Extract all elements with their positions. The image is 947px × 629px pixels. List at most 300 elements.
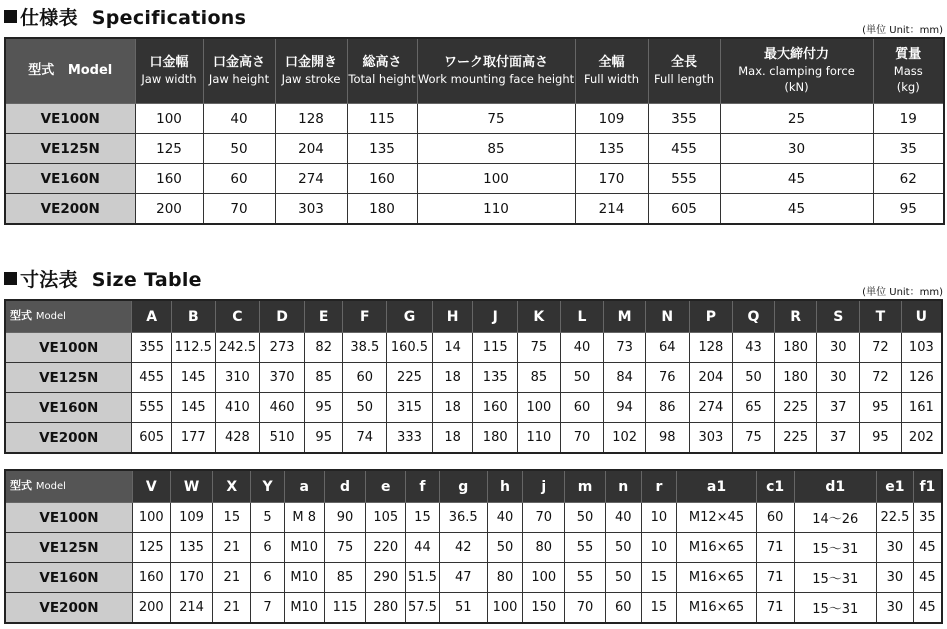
size-value-cell: 204 (689, 363, 733, 393)
size-value-cell: 50 (605, 533, 641, 563)
size-value-cell: 7 (251, 593, 285, 624)
spec-value-cell: 555 (648, 164, 720, 194)
model-header (5, 470, 132, 503)
model-header-en: Model (35, 311, 66, 322)
size-value-cell: M10 (284, 563, 324, 593)
size-column-header: S (817, 300, 860, 333)
size-value-cell: 455 (132, 363, 172, 393)
spec-value-cell: 19 (873, 104, 944, 134)
spec-value-cell: 355 (648, 104, 720, 134)
size-value-cell: 84 (604, 363, 646, 393)
size-value-cell: 76 (645, 363, 689, 393)
size-value-cell: 225 (387, 363, 433, 393)
size-value-cell: 38.5 (343, 333, 387, 363)
model-header-ja: 型式 (10, 309, 32, 322)
model-cell: VE125N (5, 363, 132, 393)
size-column-header: Y (251, 470, 285, 503)
size-column-header: M (604, 300, 646, 333)
size-value-cell: 225 (774, 423, 817, 454)
size-value-cell: 214 (170, 593, 213, 624)
spec-value-cell: 95 (873, 194, 944, 225)
size-value-cell: 428 (215, 423, 260, 454)
size-column-header: L (560, 300, 604, 333)
size-value-cell: 10 (641, 503, 677, 533)
size-value-cell: 71 (756, 593, 794, 624)
spec-column-header (275, 38, 347, 104)
size-value-cell: 64 (645, 333, 689, 363)
size-value-cell: 115 (473, 333, 518, 363)
spec-column-header-en: Jaw height (208, 72, 270, 86)
size-value-cell: 50 (565, 503, 606, 533)
model-header: 型式 Model (5, 38, 135, 104)
specifications-header-row (5, 38, 944, 104)
spec-value-cell: 455 (648, 134, 720, 164)
size-value-cell: 145 (171, 393, 215, 423)
size-value-cell: 125 (132, 533, 170, 563)
size-table-row (5, 363, 942, 393)
spec-column-header-ja: 最大締付力 (763, 47, 829, 62)
size-value-cell: 180 (473, 423, 518, 454)
size-value-cell: 102 (604, 423, 646, 454)
spec-column-header (417, 38, 575, 104)
size-value-cell: 15～31 (794, 533, 877, 563)
size-column-header: f1 (913, 470, 942, 503)
spec-value-cell: 214 (575, 194, 648, 225)
size-column-header: V (132, 470, 170, 503)
spec-column-header-ja: ワーク取付面高さ (443, 55, 548, 70)
model-cell: VE100N (5, 104, 135, 134)
size-value-cell: 15 (641, 593, 677, 624)
spec-column-header-en: Mass (893, 64, 923, 78)
size-value-cell: 50 (343, 393, 387, 423)
size-value-cell: 71 (756, 533, 794, 563)
size-table-row (5, 423, 942, 454)
spec-column-header-ja: 総高さ (362, 55, 402, 70)
spec-column-header (648, 38, 720, 104)
size-value-cell: 160 (132, 563, 170, 593)
size-value-cell: 242.5 (215, 333, 260, 363)
size-value-cell: 15 (641, 563, 677, 593)
size-value-cell: 355 (132, 333, 172, 363)
spec-column-header-en: Jaw stroke (281, 72, 341, 86)
spec-value-cell: 115 (347, 104, 417, 134)
spec-value-cell: 204 (275, 134, 347, 164)
spec-column-header (720, 38, 873, 104)
size-value-cell: 36.5 (439, 503, 487, 533)
model-cell: VE100N (5, 503, 132, 533)
spec-table-row (5, 164, 944, 194)
size-value-cell: 60 (756, 503, 794, 533)
size-value-cell: 80 (523, 533, 565, 563)
size-column-header: B (171, 300, 215, 333)
size-value-cell: 51 (439, 593, 487, 624)
size-value-cell: 103 (901, 333, 942, 363)
size-value-cell: 510 (260, 423, 305, 454)
size-value-cell: 303 (689, 423, 733, 454)
size-value-cell: M16×65 (677, 533, 757, 563)
size-table-1-header-row (5, 300, 942, 333)
size-column-header: G (387, 300, 433, 333)
size-column-header: R (774, 300, 817, 333)
size-value-cell: 90 (324, 503, 366, 533)
size-value-cell: 40 (560, 333, 604, 363)
size-value-cell: 85 (304, 363, 343, 393)
size-value-cell: 51.5 (406, 563, 440, 593)
model-cell: VE125N (5, 533, 132, 563)
size-value-cell: 50 (487, 533, 523, 563)
size-value-cell: 161 (901, 393, 942, 423)
spec-value-cell: 100 (135, 104, 203, 134)
size-value-cell: 333 (387, 423, 433, 454)
size-column-header: c1 (756, 470, 794, 503)
square-bullet-icon (4, 272, 17, 285)
size-value-cell: 15 (406, 503, 440, 533)
size-column-header: g (439, 470, 487, 503)
size-value-cell: 112.5 (171, 333, 215, 363)
size-value-cell: 21 (213, 563, 251, 593)
size-value-cell: 86 (645, 393, 689, 423)
size-value-cell: 50 (605, 563, 641, 593)
spec-column-header (135, 38, 203, 104)
size-value-cell: 555 (132, 393, 172, 423)
size-value-cell: 15～31 (794, 563, 877, 593)
spec-value-cell: 100 (417, 164, 575, 194)
spec-value-cell: 135 (347, 134, 417, 164)
size-value-cell: 18 (432, 423, 473, 454)
size-value-cell: 14 (432, 333, 473, 363)
size-value-cell: 200 (132, 593, 170, 624)
size-table-row (5, 533, 942, 563)
size-value-cell: 45 (913, 563, 942, 593)
size-value-cell: 110 (518, 423, 561, 454)
size-column-header: h (487, 470, 523, 503)
size-value-cell: 10 (641, 533, 677, 563)
size-value-cell: 55 (565, 533, 606, 563)
size-value-cell: 74 (343, 423, 387, 454)
size-value-cell: 180 (774, 333, 817, 363)
size-value-cell: 44 (406, 533, 440, 563)
spec-column-header-en: Max. clamping force (738, 64, 855, 78)
model-header-ja: 型式 (10, 479, 32, 492)
size-value-cell: 43 (733, 333, 775, 363)
size-value-cell: 370 (260, 363, 305, 393)
size-value-cell: 35 (913, 503, 942, 533)
size-column-header: C (215, 300, 260, 333)
spec-column-header-ja: 口金開き (284, 55, 337, 70)
size-value-cell: 180 (774, 363, 817, 393)
spec-column-header (347, 38, 417, 104)
size-value-cell: 315 (387, 393, 433, 423)
size-value-cell: 50 (560, 363, 604, 393)
size-value-cell: 85 (518, 363, 561, 393)
size-value-cell: 75 (518, 333, 561, 363)
spec-column-header-en: Full width (583, 72, 640, 86)
spec-column-header (203, 38, 275, 104)
size-value-cell: 135 (170, 533, 213, 563)
size-column-header: F (343, 300, 387, 333)
size-table-row (5, 333, 942, 363)
size-value-cell: 60 (605, 593, 641, 624)
size-value-cell: 109 (170, 503, 213, 533)
size-column-header: e (366, 470, 406, 503)
size-value-cell: 150 (523, 593, 565, 624)
size-value-cell: 75 (324, 533, 366, 563)
spec-value-cell: 45 (720, 194, 873, 225)
size-value-cell: 37 (817, 393, 860, 423)
size-column-header: J (473, 300, 518, 333)
spec-value-cell: 274 (275, 164, 347, 194)
spec-column-header (873, 38, 944, 104)
size-value-cell: 280 (366, 593, 406, 624)
size-value-cell: 82 (304, 333, 343, 363)
size-value-cell: 45 (913, 593, 942, 624)
spec-value-cell: 35 (873, 134, 944, 164)
size-column-header: U (901, 300, 942, 333)
model-cell: VE200N (5, 194, 135, 225)
size-value-cell: 22.5 (877, 503, 914, 533)
size-value-cell: 18 (432, 363, 473, 393)
spec-value-cell: 110 (417, 194, 575, 225)
size-column-header: P (689, 300, 733, 333)
size-value-cell: 460 (260, 393, 305, 423)
spec-column-header-en: Jaw width (141, 72, 197, 86)
size-value-cell: 18 (432, 393, 473, 423)
spec-value-cell: 170 (575, 164, 648, 194)
spec-value-cell: 25 (720, 104, 873, 134)
specifications-title-en: Specifications (91, 7, 247, 29)
size-column-header: W (170, 470, 213, 503)
model-cell: VE125N (5, 134, 135, 164)
size-column-header: K (518, 300, 561, 333)
size-value-cell: 70 (523, 503, 565, 533)
size-column-header: n (605, 470, 641, 503)
size-column-header: Q (733, 300, 775, 333)
size-value-cell: 94 (604, 393, 646, 423)
size-value-cell: 60 (343, 363, 387, 393)
size-value-cell: M10 (284, 593, 324, 624)
spec-table-row (5, 194, 944, 225)
spec-column-header-en: Total height (348, 72, 416, 86)
size-value-cell: 126 (901, 363, 942, 393)
spec-value-cell: 125 (135, 134, 203, 164)
model-cell: VE160N (5, 164, 135, 194)
size-value-cell: 55 (565, 563, 606, 593)
size-value-cell: 177 (171, 423, 215, 454)
size-value-cell: 14～26 (794, 503, 877, 533)
size-value-cell: 30 (877, 563, 914, 593)
size-value-cell: 80 (487, 563, 523, 593)
size-column-header: j (523, 470, 565, 503)
size-column-header: e1 (877, 470, 914, 503)
size-value-cell: 50 (733, 363, 775, 393)
model-cell: VE200N (5, 423, 132, 454)
spec-table-row (5, 104, 944, 134)
spec-column-header-ja: 全長 (670, 55, 697, 70)
size-value-cell: 73 (604, 333, 646, 363)
size-value-cell: 42 (439, 533, 487, 563)
size-value-cell: 57.5 (406, 593, 440, 624)
size-value-cell: 6 (251, 533, 285, 563)
spec-value-cell: 85 (417, 134, 575, 164)
spec-value-cell: 62 (873, 164, 944, 194)
size-value-cell: 72 (860, 333, 902, 363)
size-column-header: d1 (794, 470, 877, 503)
spec-column-header-en: Full length (654, 72, 714, 86)
spec-value-cell: 128 (275, 104, 347, 134)
size-value-cell: 410 (215, 393, 260, 423)
size-value-cell: 98 (645, 423, 689, 454)
spec-value-cell: 160 (135, 164, 203, 194)
size-column-header: d (324, 470, 366, 503)
size-value-cell: 21 (213, 533, 251, 563)
size-value-cell: 30 (817, 363, 860, 393)
model-cell: VE200N (5, 593, 132, 624)
size-value-cell: M12×45 (677, 503, 757, 533)
model-cell: VE100N (5, 333, 132, 363)
size-column-header: T (860, 300, 902, 333)
model-cell: VE160N (5, 393, 132, 423)
size-value-cell: 135 (473, 363, 518, 393)
size-value-cell: 15 (213, 503, 251, 533)
spec-value-cell: 30 (720, 134, 873, 164)
size-value-cell: 290 (366, 563, 406, 593)
spec-value-cell: 109 (575, 104, 648, 134)
spec-value-cell: 605 (648, 194, 720, 225)
size-value-cell: 60 (560, 393, 604, 423)
size-value-cell: 100 (487, 593, 523, 624)
spec-table-row (5, 134, 944, 164)
spec-column-header (575, 38, 648, 104)
spec-value-cell: 60 (203, 164, 275, 194)
size-value-cell: 70 (560, 423, 604, 454)
size-value-cell: 45 (913, 533, 942, 563)
size-value-cell: 145 (171, 363, 215, 393)
size-value-cell: 220 (366, 533, 406, 563)
size-value-cell: 274 (689, 393, 733, 423)
spec-value-cell: 303 (275, 194, 347, 225)
size-column-header: H (432, 300, 473, 333)
spec-value-cell: 50 (203, 134, 275, 164)
model-header-en: Model (35, 481, 66, 492)
spec-column-header-ja: 質量 (895, 47, 922, 62)
model-cell: VE160N (5, 563, 132, 593)
size-value-cell: 71 (756, 563, 794, 593)
spec-value-cell: 160 (347, 164, 417, 194)
size-value-cell: 100 (132, 503, 170, 533)
size-value-cell: 30 (877, 593, 914, 624)
size-value-cell: 5 (251, 503, 285, 533)
spec-value-cell: 45 (720, 164, 873, 194)
size-value-cell: 15～31 (794, 593, 877, 624)
specifications-title (4, 3, 246, 30)
spec-value-cell: 75 (417, 104, 575, 134)
size-value-cell: 115 (324, 593, 366, 624)
size-value-cell: 95 (304, 423, 343, 454)
size-column-header: m (565, 470, 606, 503)
size-value-cell: 30 (817, 333, 860, 363)
size-value-cell: 37 (817, 423, 860, 454)
model-header (5, 300, 132, 333)
spec-column-header-en: Work mounting face height (417, 72, 575, 86)
size-value-cell: 75 (733, 423, 775, 454)
size-table-row (5, 593, 942, 624)
size-value-cell: M 8 (284, 503, 324, 533)
size-column-header: r (641, 470, 677, 503)
size-table-2 (4, 469, 943, 624)
size-column-header: X (213, 470, 251, 503)
size-value-cell: 95 (860, 393, 902, 423)
size-table-unit: (単位 Unit：mm) (862, 287, 943, 298)
size-value-cell: 40 (487, 503, 523, 533)
size-value-cell: 310 (215, 363, 260, 393)
size-value-cell: 65 (733, 393, 775, 423)
spec-column-header-ja: 全幅 (598, 55, 625, 70)
size-value-cell: 47 (439, 563, 487, 593)
size-value-cell: 70 (565, 593, 606, 624)
size-value-cell: 128 (689, 333, 733, 363)
size-value-cell: 95 (860, 423, 902, 454)
size-value-cell: 6 (251, 563, 285, 593)
size-table-title-en: Size Table (91, 269, 202, 291)
size-value-cell: 605 (132, 423, 172, 454)
size-value-cell: 105 (366, 503, 406, 533)
size-value-cell: 160.5 (387, 333, 433, 363)
spec-value-cell: 70 (203, 194, 275, 225)
size-column-header: E (304, 300, 343, 333)
size-value-cell: 85 (324, 563, 366, 593)
specifications-table (4, 37, 945, 225)
size-column-header: f (406, 470, 440, 503)
spec-column-header-ja: 口金幅 (149, 55, 189, 70)
spec-column-header-unit: (kg) (896, 80, 920, 94)
spec-value-cell: 180 (347, 194, 417, 225)
size-table-row (5, 563, 942, 593)
size-value-cell: 160 (473, 393, 518, 423)
size-value-cell: 273 (260, 333, 305, 363)
size-value-cell: M16×65 (677, 563, 757, 593)
size-value-cell: M16×65 (677, 593, 757, 624)
spec-value-cell: 200 (135, 194, 203, 225)
size-value-cell: 72 (860, 363, 902, 393)
size-value-cell: 100 (523, 563, 565, 593)
size-table-title-ja: 寸法表 (20, 269, 78, 291)
size-value-cell: 202 (901, 423, 942, 454)
size-column-header: A (132, 300, 172, 333)
size-value-cell: 225 (774, 393, 817, 423)
size-table-row (5, 393, 942, 423)
size-table-title (4, 265, 202, 292)
size-table-2-header-row (5, 470, 942, 503)
size-column-header: D (260, 300, 305, 333)
size-table-row (5, 503, 942, 533)
specifications-unit: (単位 Unit：mm) (862, 25, 943, 36)
size-table-1 (4, 299, 943, 454)
size-column-header: N (645, 300, 689, 333)
size-value-cell: 95 (304, 393, 343, 423)
size-value-cell: 100 (518, 393, 561, 423)
size-value-cell: 170 (170, 563, 213, 593)
spec-column-header-ja: 口金高さ (212, 55, 265, 70)
spec-value-cell: 40 (203, 104, 275, 134)
spec-column-header-unit: (kN) (784, 80, 809, 94)
size-value-cell: 30 (877, 533, 914, 563)
square-bullet-icon (4, 10, 17, 23)
size-value-cell: 21 (213, 593, 251, 624)
size-column-header: a (284, 470, 324, 503)
specifications-title-ja: 仕様表 (20, 7, 78, 29)
size-column-header: a1 (677, 470, 757, 503)
spec-value-cell: 135 (575, 134, 648, 164)
